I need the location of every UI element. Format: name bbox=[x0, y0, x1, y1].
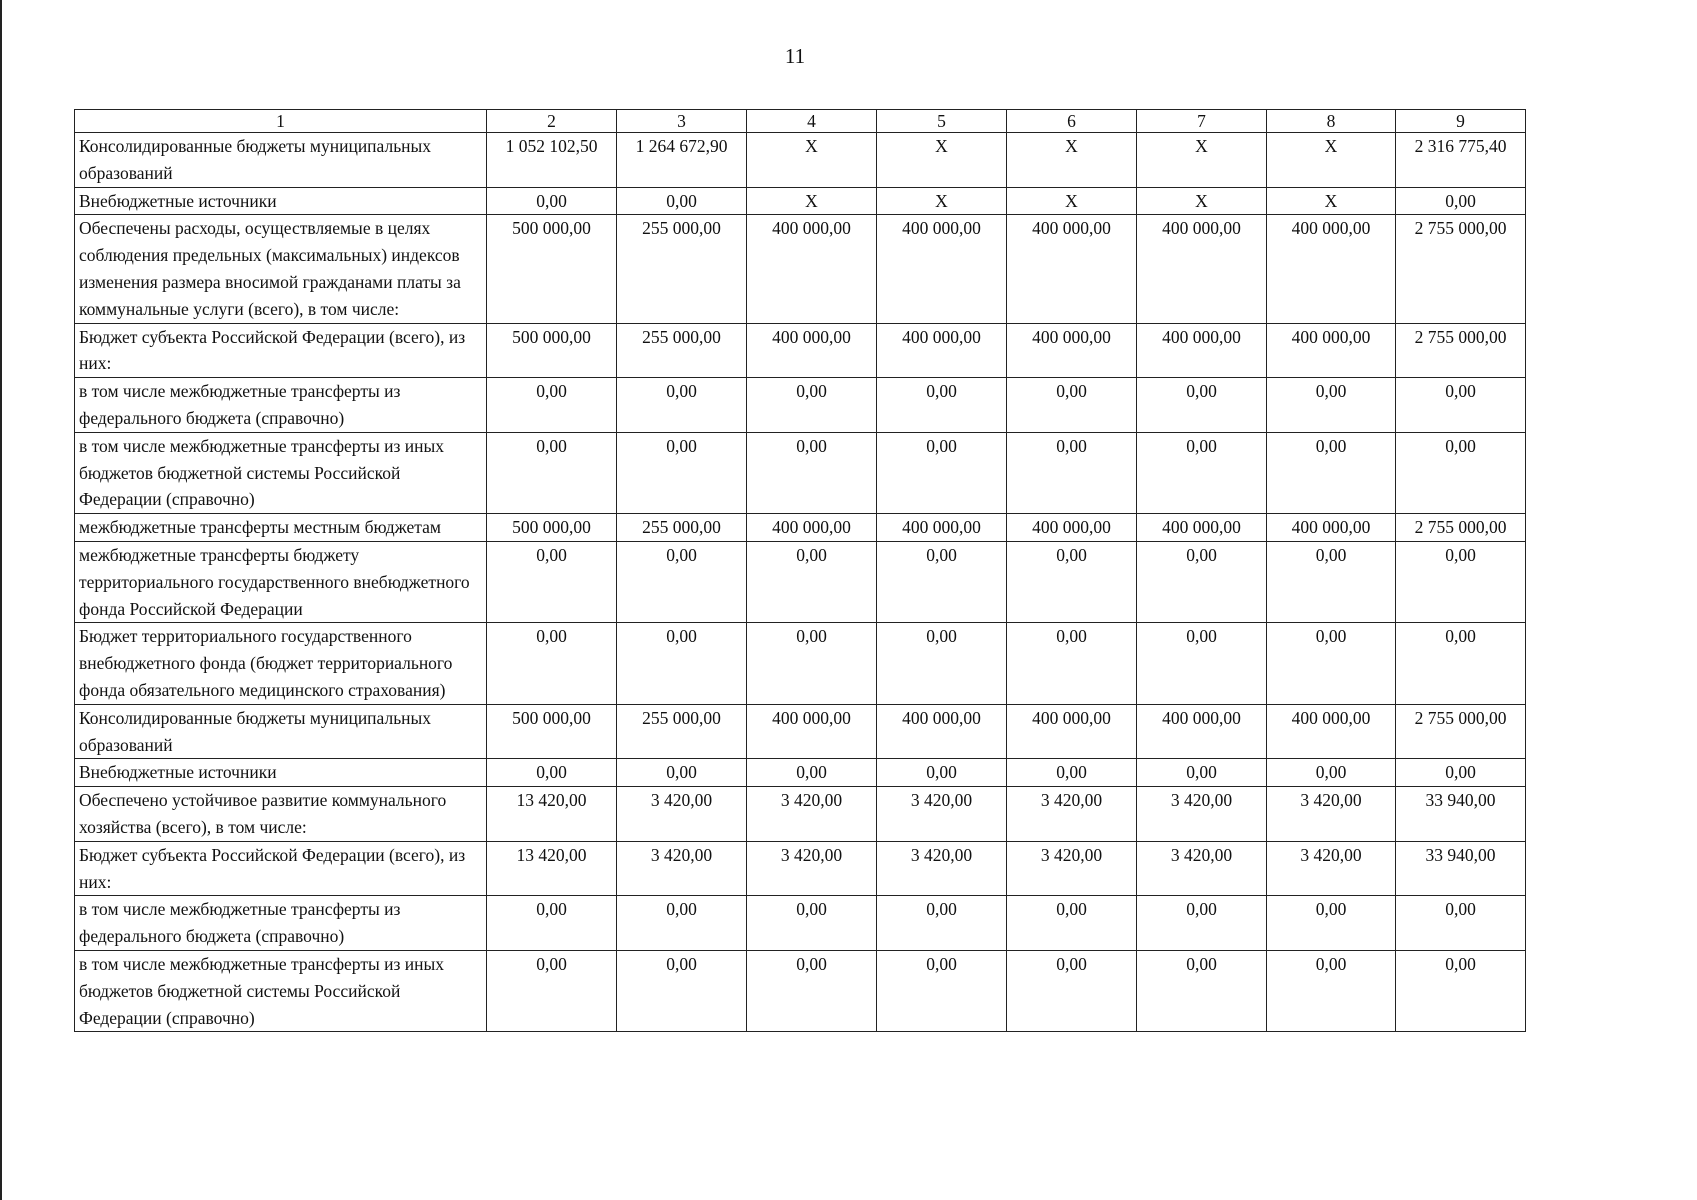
row-value: 3 420,00 bbox=[1267, 841, 1396, 896]
row-value: 0,00 bbox=[747, 623, 877, 704]
row-value: 0,00 bbox=[617, 432, 747, 513]
row-value: 400 000,00 bbox=[1137, 514, 1267, 542]
row-value: 3 420,00 bbox=[617, 787, 747, 842]
row-value: 0,00 bbox=[1007, 432, 1137, 513]
row-label: Внебюджетные источники bbox=[75, 187, 487, 215]
row-label: Консолидированные бюджеты муниципальных образований bbox=[75, 133, 487, 188]
table-row bbox=[75, 432, 1526, 513]
table-row bbox=[75, 950, 1526, 1031]
row-value: 400 000,00 bbox=[1137, 215, 1267, 323]
row-value: X bbox=[1267, 133, 1396, 188]
row-value: 255 000,00 bbox=[617, 215, 747, 323]
row-value: 0,00 bbox=[1267, 378, 1396, 433]
row-value: 0,00 bbox=[1137, 378, 1267, 433]
row-value: 400 000,00 bbox=[747, 215, 877, 323]
row-value: 0,00 bbox=[1396, 432, 1526, 513]
table-row bbox=[75, 541, 1526, 622]
row-value: 0,00 bbox=[487, 432, 617, 513]
column-number: 6 bbox=[1007, 110, 1137, 133]
row-value: 0,00 bbox=[617, 378, 747, 433]
row-value: 0,00 bbox=[747, 541, 877, 622]
row-value: 400 000,00 bbox=[877, 323, 1007, 378]
row-value: 0,00 bbox=[487, 759, 617, 787]
row-value: X bbox=[1137, 133, 1267, 188]
row-value: 400 000,00 bbox=[877, 215, 1007, 323]
row-value: 0,00 bbox=[1007, 378, 1137, 433]
row-label: в том числе межбюджетные трансферты из иных бюджетов бюджетной системы Российской Федерации (справочно) bbox=[75, 950, 487, 1031]
table-row bbox=[75, 187, 1526, 215]
row-value: 0,00 bbox=[1137, 950, 1267, 1031]
row-value: 0,00 bbox=[487, 623, 617, 704]
row-value: 0,00 bbox=[1007, 896, 1137, 951]
row-value: 0,00 bbox=[877, 623, 1007, 704]
row-value: 0,00 bbox=[1267, 432, 1396, 513]
row-value: 400 000,00 bbox=[877, 704, 1007, 759]
row-value: 400 000,00 bbox=[1137, 704, 1267, 759]
row-value: 0,00 bbox=[1396, 759, 1526, 787]
row-value: 3 420,00 bbox=[1007, 841, 1137, 896]
table-body bbox=[75, 110, 1526, 1032]
row-label: межбюджетные трансферты бюджету территориального государственного внебюджетного фонда Российской Федерации bbox=[75, 541, 487, 622]
row-value: 500 000,00 bbox=[487, 323, 617, 378]
row-label: Внебюджетные источники bbox=[75, 759, 487, 787]
row-value: X bbox=[1267, 187, 1396, 215]
row-value: 400 000,00 bbox=[747, 704, 877, 759]
column-number: 4 bbox=[747, 110, 877, 133]
row-value: 3 420,00 bbox=[1137, 841, 1267, 896]
row-value: 0,00 bbox=[1396, 896, 1526, 951]
row-value: 400 000,00 bbox=[1007, 215, 1137, 323]
row-label: в том числе межбюджетные трансферты из федерального бюджета (справочно) bbox=[75, 378, 487, 433]
row-value: 500 000,00 bbox=[487, 215, 617, 323]
row-label: межбюджетные трансферты местным бюджетам bbox=[75, 514, 487, 542]
table-row bbox=[75, 704, 1526, 759]
row-value: 0,00 bbox=[1396, 950, 1526, 1031]
row-value: 3 420,00 bbox=[1137, 787, 1267, 842]
row-value: 400 000,00 bbox=[747, 514, 877, 542]
column-number: 1 bbox=[75, 110, 487, 133]
row-value: 0,00 bbox=[1007, 950, 1137, 1031]
row-value: 3 420,00 bbox=[877, 841, 1007, 896]
row-value: 0,00 bbox=[747, 378, 877, 433]
row-value: 1 052 102,50 bbox=[487, 133, 617, 188]
row-value: 2 755 000,00 bbox=[1396, 704, 1526, 759]
row-value: 3 420,00 bbox=[747, 841, 877, 896]
row-value: 0,00 bbox=[747, 432, 877, 513]
table-row bbox=[75, 133, 1526, 188]
row-value: X bbox=[1137, 187, 1267, 215]
row-value: 0,00 bbox=[1137, 541, 1267, 622]
row-value: 0,00 bbox=[877, 950, 1007, 1031]
row-label: Бюджет субъекта Российской Федерации (всего), из них: bbox=[75, 323, 487, 378]
column-number: 7 bbox=[1137, 110, 1267, 133]
row-value: 0,00 bbox=[617, 896, 747, 951]
row-value: 0,00 bbox=[1396, 187, 1526, 215]
row-value: 0,00 bbox=[877, 378, 1007, 433]
row-value: 0,00 bbox=[877, 541, 1007, 622]
row-value: 0,00 bbox=[617, 541, 747, 622]
column-number-row bbox=[75, 110, 1526, 133]
row-value: 0,00 bbox=[487, 950, 617, 1031]
column-number: 9 bbox=[1396, 110, 1526, 133]
row-value: 0,00 bbox=[1267, 896, 1396, 951]
column-number: 3 bbox=[617, 110, 747, 133]
row-label: Консолидированные бюджеты муниципальных образований bbox=[75, 704, 487, 759]
row-value: 400 000,00 bbox=[877, 514, 1007, 542]
row-value: 0,00 bbox=[487, 187, 617, 215]
row-value: 2 755 000,00 bbox=[1396, 514, 1526, 542]
table-row bbox=[75, 759, 1526, 787]
row-value: 0,00 bbox=[1137, 759, 1267, 787]
row-value: 400 000,00 bbox=[747, 323, 877, 378]
table-row bbox=[75, 841, 1526, 896]
column-number: 2 bbox=[487, 110, 617, 133]
row-value: 0,00 bbox=[487, 541, 617, 622]
table-row bbox=[75, 323, 1526, 378]
row-label: Бюджет территориального государственного внебюджетного фонда (бюджет территориального фонда обязательного медицинского страхования) bbox=[75, 623, 487, 704]
row-value: 400 000,00 bbox=[1007, 323, 1137, 378]
row-value: 255 000,00 bbox=[617, 514, 747, 542]
table-row bbox=[75, 623, 1526, 704]
table-row bbox=[75, 215, 1526, 323]
row-value: 0,00 bbox=[747, 759, 877, 787]
budget-table bbox=[74, 109, 1526, 1032]
row-value: 0,00 bbox=[1396, 623, 1526, 704]
row-value: 2 316 775,40 bbox=[1396, 133, 1526, 188]
row-value: 0,00 bbox=[617, 623, 747, 704]
row-value: 400 000,00 bbox=[1007, 514, 1137, 542]
table-row bbox=[75, 787, 1526, 842]
row-label: в том числе межбюджетные трансферты из федерального бюджета (справочно) bbox=[75, 896, 487, 951]
row-value: 3 420,00 bbox=[1007, 787, 1137, 842]
row-value: 0,00 bbox=[1007, 541, 1137, 622]
row-value: 0,00 bbox=[747, 896, 877, 951]
row-label: в том числе межбюджетные трансферты из иных бюджетов бюджетной системы Российской Федерации (справочно) bbox=[75, 432, 487, 513]
row-value: 0,00 bbox=[1267, 950, 1396, 1031]
row-value: 0,00 bbox=[617, 759, 747, 787]
row-label: Обеспечены расходы, осуществляемые в целях соблюдения предельных (максимальных) индексов изменения размера вносимой гражданами платы за коммунальные услуги (всего), в том числе: bbox=[75, 215, 487, 323]
row-value: 3 420,00 bbox=[1267, 787, 1396, 842]
row-value: X bbox=[1007, 133, 1137, 188]
table-row bbox=[75, 514, 1526, 542]
row-value: 0,00 bbox=[877, 896, 1007, 951]
table-row bbox=[75, 378, 1526, 433]
row-label: Бюджет субъекта Российской Федерации (всего), из них: bbox=[75, 841, 487, 896]
row-value: 400 000,00 bbox=[1267, 514, 1396, 542]
row-value: 0,00 bbox=[1267, 623, 1396, 704]
row-value: 255 000,00 bbox=[617, 704, 747, 759]
row-value: 255 000,00 bbox=[617, 323, 747, 378]
row-value: 0,00 bbox=[877, 432, 1007, 513]
row-value: 3 420,00 bbox=[617, 841, 747, 896]
row-value: 0,00 bbox=[487, 378, 617, 433]
page-number: 11 bbox=[784, 44, 806, 68]
row-value: 0,00 bbox=[1267, 759, 1396, 787]
row-value: 3 420,00 bbox=[877, 787, 1007, 842]
row-value: 400 000,00 bbox=[1267, 704, 1396, 759]
row-value: X bbox=[877, 187, 1007, 215]
row-value: 0,00 bbox=[1267, 541, 1396, 622]
row-value: 0,00 bbox=[747, 950, 877, 1031]
scan-left-edge bbox=[0, 0, 2, 1200]
row-value: 13 420,00 bbox=[487, 841, 617, 896]
row-label: Обеспечено устойчивое развитие коммунального хозяйства (всего), в том числе: bbox=[75, 787, 487, 842]
row-value: X bbox=[1007, 187, 1137, 215]
row-value: 0,00 bbox=[877, 759, 1007, 787]
row-value: 0,00 bbox=[1137, 623, 1267, 704]
row-value: 0,00 bbox=[1007, 623, 1137, 704]
row-value: 0,00 bbox=[617, 950, 747, 1031]
row-value: X bbox=[747, 187, 877, 215]
row-value: 33 940,00 bbox=[1396, 787, 1526, 842]
row-value: 3 420,00 bbox=[747, 787, 877, 842]
table-row bbox=[75, 896, 1526, 951]
column-number: 5 bbox=[877, 110, 1007, 133]
column-number: 8 bbox=[1267, 110, 1396, 133]
row-value: 400 000,00 bbox=[1007, 704, 1137, 759]
row-value: 0,00 bbox=[1137, 896, 1267, 951]
row-value: 2 755 000,00 bbox=[1396, 323, 1526, 378]
row-value: 1 264 672,90 bbox=[617, 133, 747, 188]
row-value: X bbox=[747, 133, 877, 188]
row-value: 13 420,00 bbox=[487, 787, 617, 842]
row-value: 0,00 bbox=[487, 896, 617, 951]
row-value: 400 000,00 bbox=[1267, 323, 1396, 378]
row-value: 0,00 bbox=[1396, 378, 1526, 433]
row-value: 0,00 bbox=[1396, 541, 1526, 622]
row-value: 400 000,00 bbox=[1137, 323, 1267, 378]
row-value: 0,00 bbox=[1007, 759, 1137, 787]
row-value: 0,00 bbox=[617, 187, 747, 215]
row-value: 0,00 bbox=[1137, 432, 1267, 513]
row-value: 2 755 000,00 bbox=[1396, 215, 1526, 323]
row-value: 33 940,00 bbox=[1396, 841, 1526, 896]
row-value: 500 000,00 bbox=[487, 704, 617, 759]
row-value: 400 000,00 bbox=[1267, 215, 1396, 323]
row-value: 500 000,00 bbox=[487, 514, 617, 542]
row-value: X bbox=[877, 133, 1007, 188]
